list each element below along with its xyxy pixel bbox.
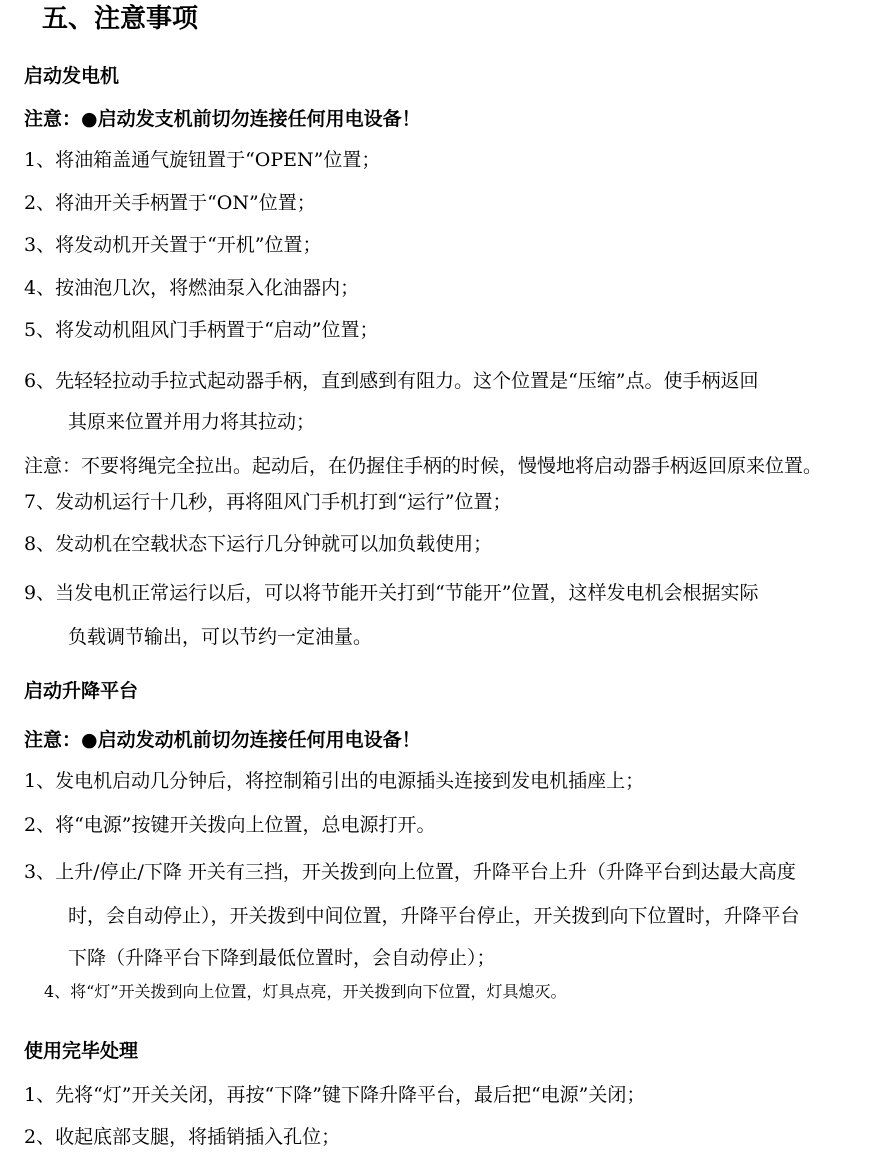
step-item: 3、将发动机开关置于“开机”位置； bbox=[24, 234, 322, 256]
section-heading-start-generator: 启动发电机 bbox=[24, 65, 120, 87]
step-item: 2、将“电源”按键开关拨向上位置，总电源打开。 bbox=[24, 814, 436, 836]
section-note: 注意：●启动发动机前切勿连接任何用电设备！ bbox=[24, 729, 421, 751]
step-item-continuation: 时，会自动停止），开关拨到中间位置，升降平台停止，开关拨到向下位置时，升降平台 bbox=[68, 905, 800, 927]
step-item: 1、发电机启动几分钟后，将控制箱引出的电源插头连接到发电机插座上； bbox=[24, 770, 645, 792]
step-item: 4、将“灯”开关拨到向上位置，灯具点亮，开关拨到向下位置，灯具熄灭。 bbox=[44, 982, 567, 1001]
step-item-continuation: 负载调节输出，可以节约一定油量。 bbox=[68, 626, 373, 648]
step-item: 8、发动机在空载状态下运行几分钟就可以加负载使用； bbox=[24, 533, 493, 555]
section-heading-after-use: 使用完毕处理 bbox=[24, 1040, 139, 1062]
step-item: 2、将油开关手柄置于“ON”位置； bbox=[24, 192, 316, 214]
page-title: 五、注意事项 bbox=[42, 4, 199, 34]
step-item-continuation: 下降（升降平台下降到最低位置时，会自动停止）； bbox=[68, 947, 496, 969]
step-item-continuation: 其原来位置并用力将其拉动； bbox=[68, 411, 316, 433]
step-item: 3、上升/停止/下降 开关有三挡，开关拨到向上位置，升降平台上升（升降平台到达最大高度 bbox=[24, 861, 796, 883]
section-note: 注意：●启动发支机前切勿连接任何用电设备！ bbox=[24, 108, 421, 130]
section-heading-start-lift-platform: 启动升降平台 bbox=[24, 680, 139, 702]
step-item: 1、先将“灯”开关关闭，再按“下降”键下降升降平台，最后把“电源”关闭； bbox=[24, 1084, 646, 1106]
step-item: 6、先轻轻拉动手拉式起动器手柄，直到感到有阻力。这个位置是“压缩”点。使手柄返回 bbox=[24, 370, 759, 392]
step-item: 2、收起底部支腿，将插销插入孔位； bbox=[24, 1126, 341, 1148]
step-item: 7、发动机运行十几秒，再将阻风门手机打到“运行”位置； bbox=[24, 491, 512, 513]
step-item: 5、将发动机阻风门手柄置于“启动”位置； bbox=[24, 319, 379, 341]
step-item: 1、将油箱盖通气旋钮置于“OPEN”位置； bbox=[24, 149, 381, 171]
step-item: 9、当发电机正常运行以后，可以将节能开关打到“节能开”位置，这样发电机会根据实际 bbox=[24, 582, 759, 604]
step-item: 4、按油泡几次，将燃油泵入化油器内； bbox=[24, 277, 360, 299]
warning-note: 注意：不要将绳完全拉出。起动后，在仍握住手柄的时候，慢慢地将启动器手柄返回原来位置。 bbox=[24, 455, 823, 477]
